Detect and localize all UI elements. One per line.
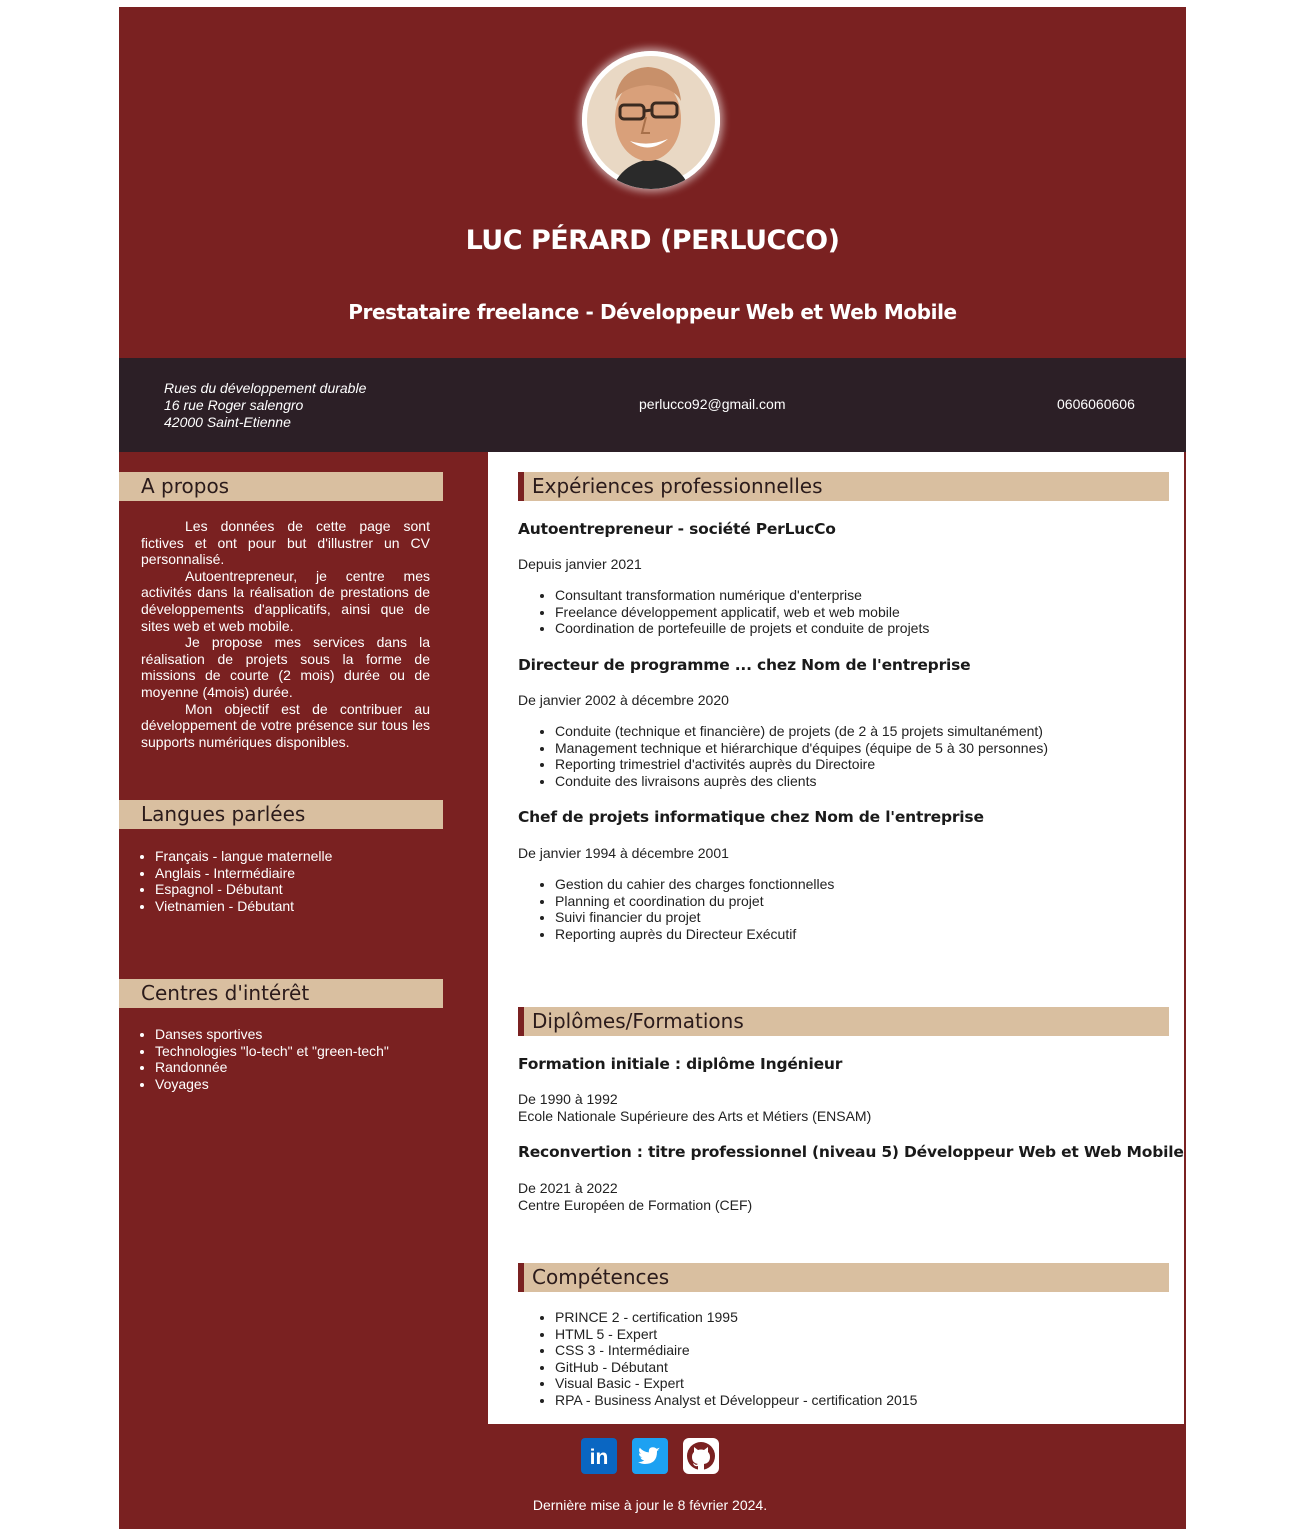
list-item: • Conduite des livraisons auprès des clients	[555, 773, 1048, 790]
languages-title: Langues parlées	[119, 800, 443, 829]
languages-list	[141, 848, 332, 914]
address-line: 16 rue Roger salengro	[164, 397, 304, 413]
list-item: • Management technique et hiérarchique d'équipes (équipe de 5 à 30 personnes)	[555, 740, 1048, 757]
job-tasks	[518, 723, 1048, 789]
linkedin-icon[interactable]	[581, 1438, 617, 1474]
list-item: • CSS 3 - Intermédiaire	[555, 1342, 917, 1359]
list-item: • Technologies "lo-tech" et "green-tech"	[155, 1043, 389, 1060]
list-item: • RPA - Business Analyst et Développeur - certification 2015	[555, 1392, 917, 1409]
postal-address	[164, 380, 366, 431]
last-update: Dernière mise à jour le 8 février 2024.	[532, 1497, 768, 1513]
interests-title: Centres d'intérêt	[119, 979, 443, 1008]
profile-photo	[582, 51, 720, 189]
education-school: Ecole Nationale Supérieure des Arts et Métiers (ENSAM)	[518, 1108, 872, 1124]
list-item: • Freelance développement applicatif, web et web mobile	[555, 604, 929, 621]
list-item: • Gestion du cahier des charges fonctionnelles	[555, 876, 834, 893]
list-item: • Reporting auprès du Directeur Exécutif	[555, 926, 834, 943]
job-title: Autoentrepreneur - société PerLucCo	[518, 520, 836, 538]
about-title: A propos	[119, 472, 443, 501]
list-item: • PRINCE 2 - certification 1995	[555, 1309, 917, 1326]
experience-title: Expériences professionnelles	[518, 472, 1169, 501]
address-line: 42000 Saint-Etienne	[164, 414, 291, 430]
skills-title: Compétences	[518, 1263, 1169, 1292]
job-period: De janvier 2002 à décembre 2020	[518, 692, 729, 708]
email-link[interactable]: perlucco92@gmail.com	[639, 396, 786, 412]
education-title-entry: Reconvertion : titre professionnel (niveau 5) Développeur Web et Web Mobile	[518, 1143, 1184, 1161]
github-icon[interactable]	[683, 1438, 719, 1474]
list-item: • Coordination de portefeuille de projets et conduite de projets	[555, 620, 929, 637]
contact-bar	[119, 358, 1186, 452]
phone-number[interactable]: 0606060606	[1057, 396, 1135, 412]
list-item: • Reporting trimestriel d'activités auprès du Directoire	[555, 756, 1048, 773]
job-subtitle: Prestataire freelance - Développeur Web et Web Mobile	[348, 300, 957, 324]
job-period: Depuis janvier 2021	[518, 556, 642, 572]
list-item: • HTML 5 - Expert	[555, 1326, 917, 1343]
about-paragraph: Autoentrepreneur, je centre mes activités dans la réalisation de prestations de développements d'applicatifs, ainsi que de sites web et web mobile.	[141, 567, 430, 634]
job-period: De janvier 1994 à décembre 2001	[518, 845, 729, 861]
education-title-entry: Formation initiale : diplôme Ingénieur	[518, 1055, 843, 1073]
list-item: • Danses sportives	[155, 1026, 389, 1043]
list-item: • GitHub - Débutant	[555, 1359, 917, 1376]
list-item: • Conduite (technique et financière) de projets (de 2 à 15 projets simultanément)	[555, 723, 1048, 740]
education-school: Centre Européen de Formation (CEF)	[518, 1197, 753, 1213]
list-item: • Anglais - Intermédiaire	[155, 865, 332, 882]
education-period: De 1990 à 1992	[518, 1091, 618, 1107]
skills-list	[518, 1309, 917, 1409]
education-period: De 2021 à 2022	[518, 1180, 618, 1196]
list-item: • Français - langue maternelle	[155, 848, 332, 865]
job-tasks	[518, 876, 834, 942]
list-item: • Suivi financier du projet	[555, 909, 834, 926]
job-tasks	[518, 587, 929, 637]
list-item: • Espagnol - Débutant	[155, 881, 332, 898]
list-item: • Voyages	[155, 1076, 389, 1093]
list-item: • Planning et coordination du projet	[555, 893, 834, 910]
list-item: • Consultant transformation numérique d'enterprise	[555, 587, 929, 604]
interests-list	[141, 1026, 389, 1092]
education-title: Diplômes/Formations	[518, 1007, 1169, 1036]
full-name: LUC PÉRARD (PERLUCCO)	[465, 225, 840, 256]
right-column	[488, 452, 1184, 1424]
about-text	[141, 518, 430, 750]
header	[119, 7, 1186, 358]
cv-page	[119, 7, 1186, 1529]
about-paragraph: Les données de cette page sont fictives et ont pour but d'illustrer un CV personnalisé.	[141, 518, 430, 568]
job-title: Directeur de programme ... chez Nom de l'entreprise	[518, 656, 971, 674]
about-paragraph: Je propose mes services dans la réalisation de projets sous la forme de missions de courte (2 mois) durée ou de moyenne (4mois) durée.	[141, 634, 430, 700]
about-paragraph: Mon objectif est de contribuer au développement de votre présence sur tous les supports numériques disponibles.	[141, 700, 430, 750]
job-title: Chef de projets informatique chez Nom de l'entreprise	[518, 808, 984, 826]
list-item: • Visual Basic - Expert	[555, 1375, 917, 1392]
twitter-icon[interactable]	[632, 1438, 668, 1474]
list-item: • Randonnée	[155, 1059, 389, 1076]
address-line: Rues du développement durable	[164, 380, 367, 396]
linkedin-label: in	[589, 1446, 609, 1469]
list-item: • Vietnamien - Débutant	[155, 898, 332, 915]
